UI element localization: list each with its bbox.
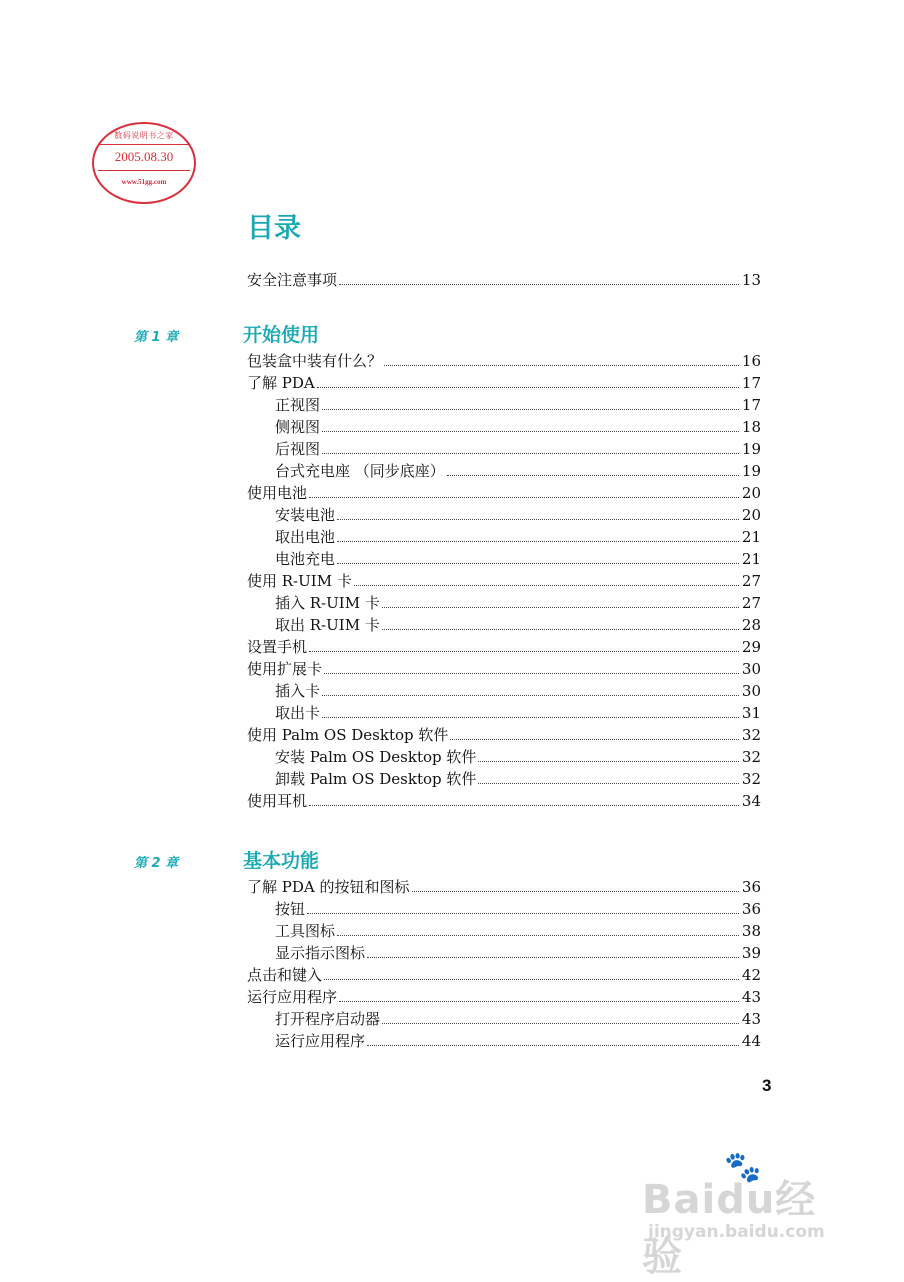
toc-entry[interactable]	[275, 612, 761, 634]
toc-entry-label: 使用 R-UIM 卡	[247, 572, 352, 590]
toc-entry-page: 30	[741, 682, 761, 700]
dot-leader	[322, 694, 739, 696]
dot-leader	[478, 760, 739, 762]
toc-entry-page: 28	[741, 616, 761, 634]
toc-entry[interactable]	[275, 436, 761, 458]
toc-entry-label: 了解 PDA	[247, 374, 315, 392]
toc-entry-label: 工具图标	[275, 922, 336, 940]
dot-leader	[367, 956, 739, 958]
toc-entry-page: 34	[741, 792, 761, 810]
toc-entry-page: 38	[741, 922, 761, 940]
baidu-watermark	[642, 1150, 852, 1280]
toc-entry-label: 电池充电	[275, 550, 336, 568]
toc-entry-label: 了解 PDA 的按钮和图标	[247, 878, 410, 896]
toc-entry-page: 21	[741, 550, 761, 568]
paw-icon: 🐾	[724, 1150, 762, 1185]
toc-entry-page: 32	[741, 770, 761, 788]
dot-leader	[324, 672, 739, 674]
toc-entry[interactable]	[275, 918, 761, 940]
toc-entry-label: 侧视图	[275, 418, 321, 436]
toc-entry-label: 点击和键入	[247, 966, 323, 984]
dot-leader	[317, 386, 739, 388]
watermark-site: jingyan.baidu.com	[648, 1222, 825, 1242]
toc-entry-page: 19	[741, 462, 761, 480]
watermark-brand: Baidu经验	[642, 1177, 817, 1280]
toc-entry-page: 43	[741, 1010, 761, 1028]
toc-entry-page: 31	[741, 704, 761, 722]
toc-entry[interactable]	[275, 766, 761, 788]
dot-leader	[309, 804, 739, 806]
toc-entry[interactable]	[247, 984, 761, 1006]
chapter-tag: 第 1 章	[134, 330, 179, 345]
toc-entry[interactable]	[275, 458, 761, 480]
toc-entry[interactable]	[247, 874, 761, 896]
chapter-tag: 第 2 章	[134, 856, 179, 871]
toc-entry-label: 取出 R-UIM 卡	[275, 616, 380, 634]
toc-entry[interactable]	[275, 896, 761, 918]
date-stamp	[92, 122, 196, 204]
toc-entry[interactable]	[275, 546, 761, 568]
dot-leader	[382, 1022, 739, 1024]
toc-entry-page: 32	[741, 748, 761, 766]
dot-leader	[322, 452, 739, 454]
stamp-divider	[98, 144, 190, 145]
toc-entry[interactable]	[275, 524, 761, 546]
toc-entry-label: 使用电池	[247, 484, 308, 502]
stamp-title: 数码说明书之家	[114, 131, 174, 140]
toc-entry-label: 包装盒中装有什么？	[247, 352, 383, 370]
toc-entry[interactable]	[247, 480, 761, 502]
stamp-date: 2005.08.30	[114, 149, 174, 164]
toc-entry-page: 32	[741, 726, 761, 744]
dot-leader	[322, 716, 739, 718]
toc-entry-page: 20	[741, 484, 761, 502]
toc-entry[interactable]	[275, 414, 761, 436]
dot-leader	[447, 474, 739, 476]
toc-entry-page: 30	[741, 660, 761, 678]
toc-entry-page: 16	[741, 352, 761, 370]
toc-entry[interactable]	[275, 700, 761, 722]
dot-leader	[337, 934, 739, 936]
toc-entry-intro[interactable]	[247, 267, 761, 289]
toc-entry-label: 台式充电座 （同步底座）	[275, 462, 445, 480]
toc-entry-page: 19	[741, 440, 761, 458]
dot-leader	[367, 1044, 739, 1046]
toc-entry[interactable]	[247, 656, 761, 678]
toc-entry-label: 插入 R-UIM 卡	[275, 594, 380, 612]
toc-entry-label: 正视图	[275, 396, 321, 414]
dot-leader	[382, 628, 739, 630]
toc-entry[interactable]	[247, 634, 761, 656]
toc-entry-label: 安装 Palm OS Desktop 软件	[275, 748, 477, 766]
dot-leader	[412, 890, 739, 892]
dot-leader	[337, 540, 739, 542]
dot-leader	[354, 584, 739, 586]
toc-entry-label: 运行应用程序	[247, 988, 338, 1006]
toc-entry-page: 36	[741, 878, 761, 896]
dot-leader	[322, 408, 739, 410]
stamp-url: www.51gg.com	[121, 178, 167, 186]
toc-entry-page: 17	[741, 396, 761, 414]
page-title: 目录	[247, 213, 301, 244]
dot-leader	[450, 738, 739, 740]
toc-entry-page: 27	[741, 572, 761, 590]
dot-leader	[339, 283, 739, 285]
dot-leader	[324, 978, 739, 980]
stamp-divider	[98, 170, 190, 171]
dot-leader	[309, 496, 739, 498]
dot-leader	[478, 782, 739, 784]
toc-entry[interactable]	[247, 722, 761, 744]
toc-entry-label: 插入卡	[275, 682, 321, 700]
chapter-title[interactable]: 基本功能	[243, 850, 320, 872]
toc-entry[interactable]	[275, 392, 761, 414]
toc-entry-page: 18	[741, 418, 761, 436]
toc-entry-page: 44	[741, 1032, 761, 1050]
toc-entry-label: 设置手机	[247, 638, 308, 656]
toc-entry-label: 取出卡	[275, 704, 321, 722]
toc-entry[interactable]	[275, 502, 761, 524]
dot-leader	[337, 518, 739, 520]
toc-entry-page: 29	[741, 638, 761, 656]
toc-entry-label: 使用耳机	[247, 792, 308, 810]
toc-entry-label: 安全注意事项	[247, 271, 338, 289]
toc-entry[interactable]	[247, 962, 761, 984]
toc-entry-label: 卸载 Palm OS Desktop 软件	[275, 770, 477, 788]
toc-entry[interactable]	[275, 678, 761, 700]
toc-entry-page: 20	[741, 506, 761, 524]
dot-leader	[337, 562, 739, 564]
toc-entry-label: 后视图	[275, 440, 321, 458]
dot-leader	[384, 364, 739, 366]
toc-entry-page: 17	[741, 374, 761, 392]
page-number: 3	[762, 1076, 772, 1095]
toc-entry[interactable]	[275, 590, 761, 612]
dot-leader	[322, 430, 739, 432]
toc-entry[interactable]	[275, 744, 761, 766]
toc-entry-page: 27	[741, 594, 761, 612]
toc-entry-label: 按钮	[275, 900, 306, 918]
toc-entry-label: 打开程序启动器	[275, 1010, 381, 1028]
toc-entry-page: 39	[741, 944, 761, 962]
dot-leader	[309, 650, 739, 652]
toc-entry-page: 13	[741, 271, 761, 289]
toc-entry[interactable]	[247, 568, 761, 590]
toc-entry-label: 安装电池	[275, 506, 336, 524]
toc-entry-page: 42	[741, 966, 761, 984]
toc-entry[interactable]	[247, 370, 761, 392]
toc-entry-page: 21	[741, 528, 761, 546]
toc-entry-page: 43	[741, 988, 761, 1006]
toc-entry[interactable]	[275, 940, 761, 962]
toc-entry-label: 显示指示图标	[275, 944, 366, 962]
toc-entry[interactable]	[247, 348, 761, 370]
chapter-title[interactable]: 开始使用	[243, 324, 320, 346]
toc-entry-label: 运行应用程序	[275, 1032, 366, 1050]
toc-entry-label: 取出电池	[275, 528, 336, 546]
toc-entry[interactable]	[275, 1006, 761, 1028]
toc-entry[interactable]	[275, 1028, 761, 1050]
toc-entry-label: 使用扩展卡	[247, 660, 323, 678]
dot-leader	[339, 1000, 739, 1002]
dot-leader	[382, 606, 739, 608]
toc-entry[interactable]	[247, 788, 761, 810]
dot-leader	[307, 912, 739, 914]
toc-entry-label: 使用 Palm OS Desktop 软件	[247, 726, 449, 744]
toc-entry-page: 36	[741, 900, 761, 918]
